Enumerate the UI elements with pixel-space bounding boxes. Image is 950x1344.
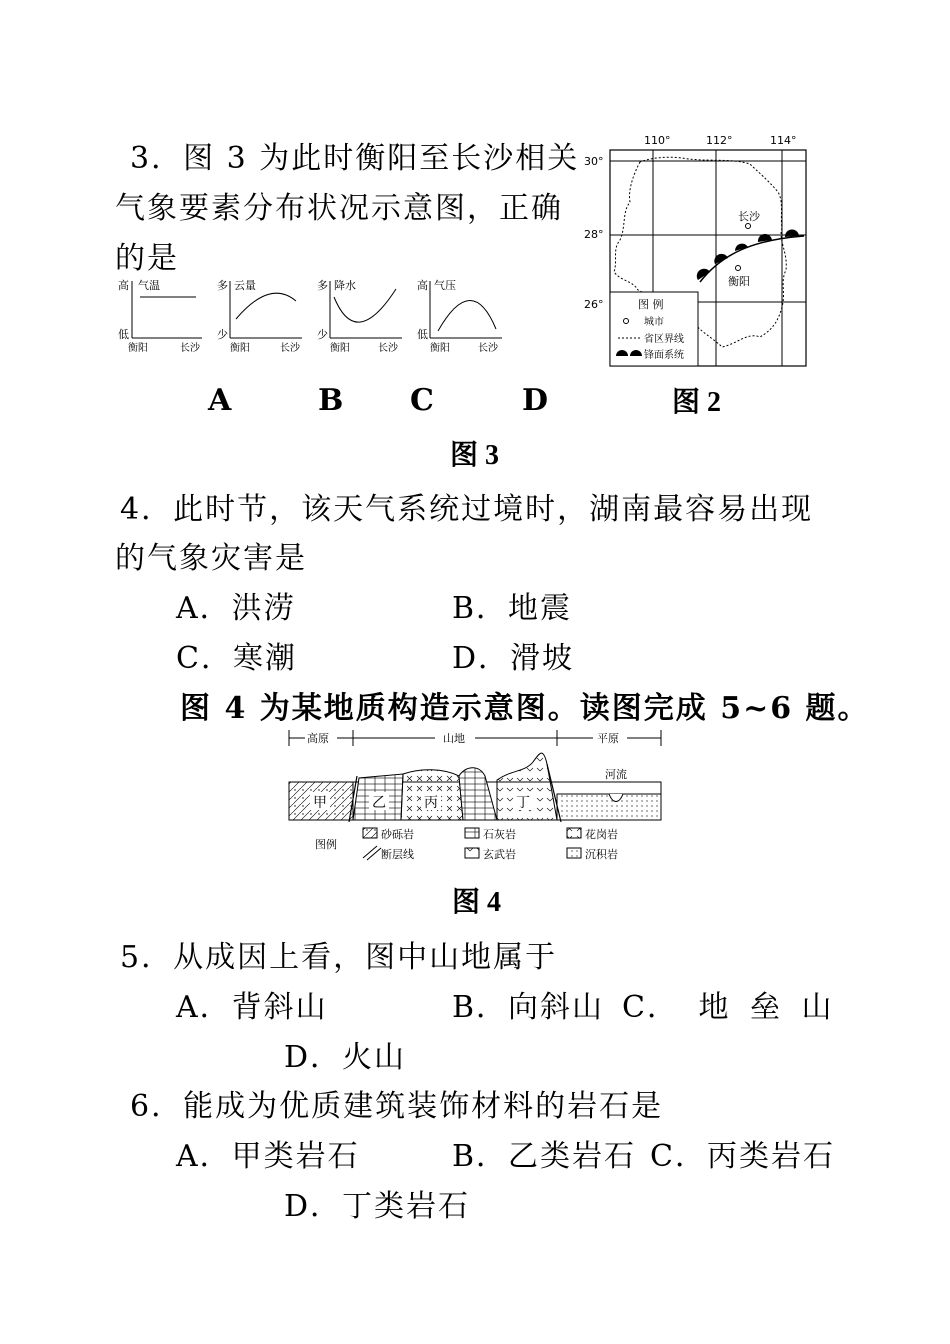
svg-text:长沙: 长沙: [378, 343, 398, 354]
panel-b-curve: [236, 293, 296, 319]
panel-a-low: 低: [118, 328, 129, 341]
fig3-caption: 图 3: [450, 440, 500, 471]
city-changsha-label: 长沙: [738, 210, 760, 223]
q3-stem-line3: 的是: [115, 241, 179, 276]
region-plateau: 高原: [307, 732, 329, 745]
q5-option-a[interactable]: A．背斜山: [176, 990, 328, 1025]
city-hengyang: [736, 266, 741, 271]
fig3-panel-a: [118, 278, 202, 354]
svg-text:多: 多: [317, 279, 328, 292]
svg-text:衡阳: 衡阳: [330, 343, 350, 354]
q3-option-d[interactable]: D: [522, 383, 549, 418]
q4-option-c[interactable]: C．寒潮: [176, 641, 297, 676]
q6-stem: 6．能成为优质建筑装饰材料的岩石是: [130, 1089, 664, 1124]
q3-option-b[interactable]: B: [318, 383, 344, 418]
svg-text:丁: 丁: [516, 795, 530, 811]
fig3-charts: [110, 275, 530, 355]
fig3-panel-b: [217, 279, 302, 354]
svg-text:锋面系统: 锋面系统: [644, 350, 684, 361]
panel-a-ylabel: 气温: [138, 279, 160, 292]
region-mountain: 山地: [443, 732, 465, 745]
q5-option-b[interactable]: B．向斜山: [452, 990, 605, 1025]
fig2-caption: 图 2: [672, 387, 722, 418]
fig3-panel-d: [417, 278, 502, 354]
q3-stem-line1: 3．图 3 为此时衡阳至长沙相关: [130, 141, 580, 176]
svg-text:多: 多: [217, 279, 228, 292]
fig4-diagram: [285, 724, 670, 866]
lat-28: 28°: [584, 228, 604, 241]
svg-text:气压: 气压: [434, 279, 456, 292]
svg-text:沉积岩: 沉积岩: [585, 848, 618, 861]
lat-30: 30°: [584, 155, 604, 168]
city-hengyang-label: 衡阳: [728, 275, 750, 288]
svg-text:衡阳: 衡阳: [430, 343, 450, 354]
svg-text:丙: 丙: [424, 795, 438, 811]
svg-text:低: 低: [417, 328, 428, 341]
svg-text:花岗岩: 花岗岩: [585, 828, 618, 841]
panel-a-xright: 长沙: [180, 343, 200, 354]
svg-text:长沙: 长沙: [478, 343, 498, 354]
lon-112: 112°: [706, 134, 733, 147]
lon-110: 110°: [644, 134, 671, 147]
svg-text:断层线: 断层线: [381, 848, 414, 861]
river-label: 河流: [605, 768, 627, 781]
svg-text:砂砾岩: 砂砾岩: [381, 828, 414, 841]
svg-text:衡阳: 衡阳: [230, 343, 250, 354]
q4-stem-line1: 4．此时节，该天气系统过境时，湖南最容易出现: [120, 492, 814, 527]
svg-text:高: 高: [417, 279, 428, 292]
panel-a-xleft: 衡阳: [128, 343, 148, 354]
region-plain: 平原: [597, 732, 619, 745]
svg-text:城市: 城市: [644, 317, 664, 328]
q4-stem-line2: 的气象灾害是: [115, 541, 307, 576]
q5-stem: 5．从成因上看，图中山地属于: [120, 940, 558, 975]
q5-option-d[interactable]: D．火山: [284, 1040, 407, 1075]
svg-text:图例: 图例: [315, 838, 337, 851]
svg-text:石灰岩: 石灰岩: [483, 828, 516, 841]
svg-text:玄武岩: 玄武岩: [483, 848, 516, 861]
lat-26: 26°: [584, 298, 604, 311]
q5-option-c[interactable]: C． 地 垒 山: [622, 990, 834, 1025]
panel-a-high: 高: [118, 279, 129, 292]
q3-stem-line2: 气象要素分布状况示意图，正确: [115, 191, 563, 226]
q4-option-d[interactable]: D．滑坡: [452, 641, 575, 676]
lon-114: 114°: [770, 134, 797, 147]
intro-5-6: 图 4 为某地质构造示意图。读图完成 5~6 题。: [180, 691, 870, 726]
svg-text:云量: 云量: [234, 279, 256, 292]
panel-c-curve: [334, 289, 396, 322]
svg-text:省区界线: 省区界线: [644, 334, 684, 345]
fig4-caption: 图 4: [452, 887, 502, 918]
svg-text:降水: 降水: [334, 279, 356, 292]
panel-d-curve: [438, 300, 496, 331]
svg-text:少: 少: [217, 328, 228, 341]
q4-option-b[interactable]: B．地震: [452, 591, 573, 626]
city-changsha: [746, 224, 751, 229]
svg-text:长沙: 长沙: [280, 343, 300, 354]
q6-option-d[interactable]: D．丁类岩石: [284, 1189, 471, 1224]
q4-option-a[interactable]: A．洪涝: [176, 591, 296, 626]
svg-text:甲: 甲: [313, 795, 327, 811]
q3-option-c[interactable]: C: [410, 383, 434, 418]
q6-option-a[interactable]: A．甲类岩石: [176, 1139, 360, 1174]
rock-plain: [557, 794, 661, 820]
q6-option-c[interactable]: C．丙类岩石: [650, 1139, 835, 1174]
q3-option-a[interactable]: A: [208, 383, 232, 418]
svg-text:图 例: 图 例: [638, 298, 664, 311]
fig2-map: [582, 132, 812, 372]
q6-option-b[interactable]: B．乙类岩石: [452, 1139, 637, 1174]
svg-text:少: 少: [317, 328, 328, 341]
svg-text:乙: 乙: [372, 795, 386, 811]
fig3-panel-c: [317, 278, 402, 354]
